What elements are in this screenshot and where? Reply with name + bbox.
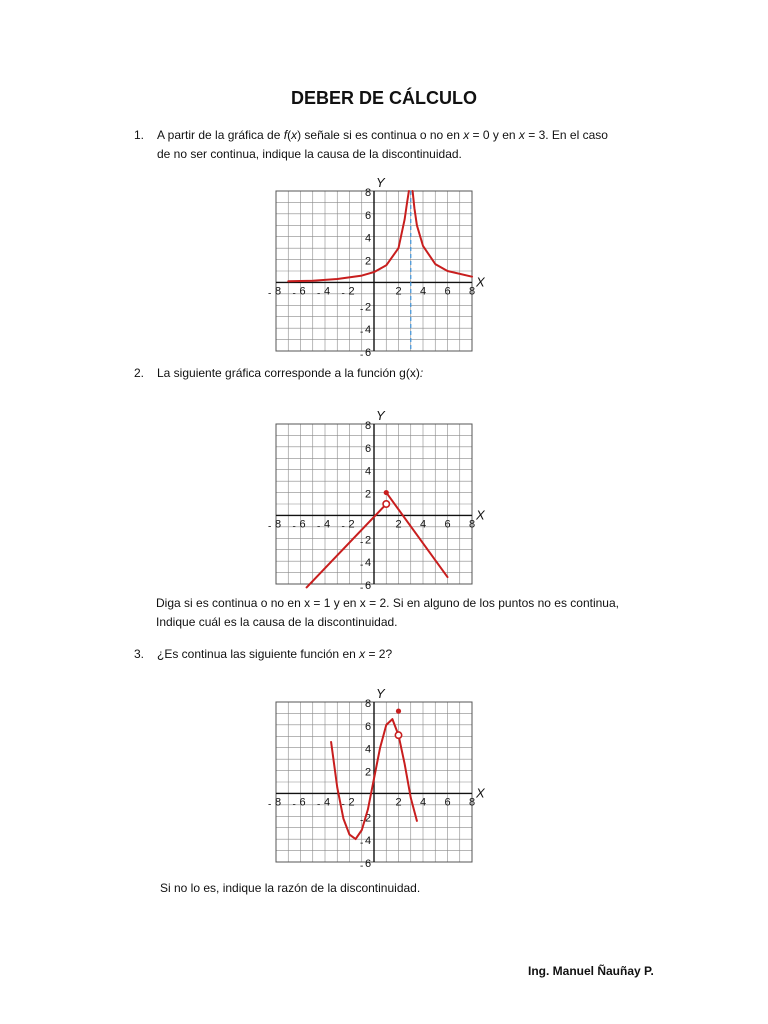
x-tick-label: 8 (275, 796, 282, 809)
question-2-number: 2. (134, 366, 145, 380)
graph-1 (268, 175, 502, 361)
x-tick-label: 8 (469, 285, 476, 298)
y-tick-label: 2 (365, 255, 372, 268)
y-tick-label: 6 (365, 442, 372, 455)
y-tick-label: 4 (365, 835, 372, 848)
q1-variable-x2: x (463, 128, 470, 142)
q1-text-e: = 3. En el caso (524, 128, 608, 142)
x-tick-label: 6 (299, 518, 306, 531)
question-1-line-1 (157, 126, 677, 145)
x-axis-label: X (476, 507, 485, 523)
y-tick-label: 6 (365, 858, 372, 870)
x-tick-label: 4 (420, 285, 427, 298)
x-tick-label: 4 (324, 518, 331, 531)
y-tick-label: 2 (365, 301, 372, 314)
question-1-number: 1. (134, 128, 145, 142)
closed-point (384, 490, 389, 495)
q1-function-f: f (283, 128, 288, 142)
y-tick-label: 8 (365, 187, 372, 199)
y-tick-label: 6 (365, 580, 372, 592)
q1-text-d: = 0 y en (469, 128, 519, 142)
y-tick-minus: - (360, 327, 364, 339)
y-tick-minus: - (360, 537, 364, 549)
q1-text-a: A partir de la gráfica de (157, 128, 284, 142)
y-tick-label: 6 (365, 720, 372, 733)
q1-text-b: ( (287, 128, 292, 142)
q3-variable-x: x (359, 647, 366, 661)
question-1-text (157, 126, 677, 164)
x-axis-label: X (476, 785, 485, 801)
q2-text-b: : (419, 366, 424, 380)
x-tick-label: 6 (444, 285, 451, 298)
y-tick-minus: - (360, 583, 364, 594)
y-tick-minus: - (360, 838, 364, 850)
x-tick-label: 6 (299, 285, 306, 298)
x-tick-label: 2 (395, 518, 402, 531)
x-tick-minus: - (317, 288, 321, 300)
y-tick-label: 4 (365, 324, 372, 337)
y-tick-label: 6 (365, 347, 372, 359)
x-tick-label: 8 (275, 285, 282, 298)
y-tick-minus: - (360, 350, 364, 361)
y-axis-label: Y (376, 408, 385, 423)
y-tick-label: 2 (365, 534, 372, 547)
y-tick-minus: - (360, 560, 364, 572)
y-tick-minus: - (360, 304, 364, 316)
x-tick-minus: - (317, 521, 321, 533)
x-tick-label: 2 (348, 285, 355, 298)
q2-followup-line-1: Diga si es continua o no en x = 1 y en x = 2. Si en alguno de los puntos no es continua, (156, 596, 619, 610)
document-title: DEBER DE CÁLCULO (290, 88, 477, 108)
x-tick-minus: - (292, 288, 296, 300)
series-curve (413, 191, 472, 277)
question-3-number: 3. (134, 647, 145, 661)
x-tick-minus: - (317, 799, 321, 811)
x-tick-minus: - (292, 799, 296, 811)
x-axis-label: X (476, 274, 485, 290)
x-tick-minus: - (268, 799, 272, 811)
x-tick-label: 4 (420, 796, 427, 809)
q1-variable-x1: x (291, 128, 298, 142)
x-tick-label: 4 (324, 796, 331, 809)
y-tick-minus: - (360, 815, 364, 827)
x-tick-label: 2 (348, 518, 355, 531)
series-curve (288, 191, 409, 281)
y-tick-label: 8 (365, 698, 372, 710)
x-tick-minus: - (341, 799, 345, 811)
y-tick-label: 2 (365, 812, 372, 825)
y-tick-label: 4 (365, 743, 372, 756)
y-tick-label: 8 (365, 420, 372, 432)
q2-followup-line-2: Indique cuál es la causa de la discontinuidad. (156, 615, 398, 629)
y-axis-label: Y (376, 686, 385, 701)
x-tick-label: 8 (469, 796, 476, 809)
x-tick-minus: - (268, 288, 272, 300)
y-tick-label: 6 (365, 209, 372, 222)
q2-text-a: La siguiente gráfica corresponde a la función g(x) (157, 366, 420, 380)
y-tick-label: 4 (365, 465, 372, 478)
x-tick-label: 6 (299, 796, 306, 809)
y-tick-minus: - (360, 861, 364, 872)
open-point (395, 732, 401, 738)
x-tick-label: 4 (420, 518, 427, 531)
q3-text-a: ¿Es continua las siguiente función en (157, 647, 360, 661)
x-tick-label: 2 (395, 796, 402, 809)
x-tick-label: 2 (348, 796, 355, 809)
open-point (383, 501, 389, 507)
x-tick-minus: - (341, 521, 345, 533)
q1-variable-x3: x (518, 128, 525, 142)
question-2-followup (156, 594, 716, 632)
y-tick-label: 4 (365, 557, 372, 570)
x-tick-label: 8 (275, 518, 282, 531)
author-signature: Ing. Manuel Ñauñay P. (528, 964, 654, 978)
x-tick-label: 6 (444, 518, 451, 531)
graph-3 (268, 686, 502, 872)
x-tick-label: 4 (324, 285, 331, 298)
y-tick-label: 2 (365, 766, 372, 779)
closed-point (396, 709, 401, 714)
y-tick-label: 4 (365, 232, 372, 245)
question-2-text (157, 364, 677, 383)
series-curve (386, 493, 447, 577)
x-tick-label: 8 (469, 518, 476, 531)
x-tick-minus: - (268, 521, 272, 533)
y-tick-label: 2 (365, 488, 372, 501)
x-tick-minus: - (341, 288, 345, 300)
q3-text-b: = 2? (365, 647, 393, 661)
x-tick-label: 2 (395, 285, 402, 298)
x-tick-minus: - (292, 521, 296, 533)
q1-text-c: ) señale si es continua o no en (297, 128, 464, 142)
x-tick-label: 6 (444, 796, 451, 809)
question-3-followup: Si no lo es, indique la razón de la discontinuidad. (160, 881, 421, 895)
y-axis-label: Y (376, 175, 385, 190)
graph-2 (268, 408, 502, 594)
question-3-text (157, 645, 677, 664)
series-curve (331, 719, 398, 839)
question-1-line-2: de no ser continua, indique la causa de la discontinuidad. (157, 147, 462, 161)
